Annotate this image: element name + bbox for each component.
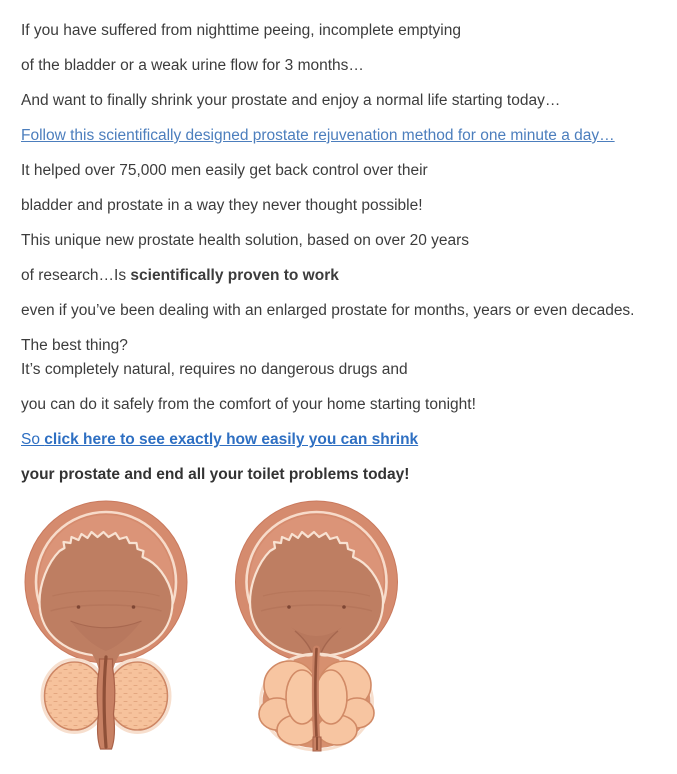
prostate-method-link[interactable]: Follow this scientifically designed prostate rejuvenation method for one minute a day…: [21, 127, 615, 144]
paragraph-10-line1: The best thing?: [21, 337, 128, 354]
click-here-link-bold: click here to see exactly how easily you can shrink: [44, 431, 419, 448]
paragraph-8-regular: of research…Is: [21, 267, 131, 284]
click-here-link-prefix: So: [21, 431, 45, 448]
paragraph-13: your prostate and end all your toilet problems today!: [21, 466, 410, 483]
paragraph-11: you can do it safely from the comfort of your home starting tonight!: [21, 396, 476, 413]
paragraph-link-2: [21, 428, 659, 452]
enlarged-prostate-illustration: [233, 499, 400, 755]
paragraph-2: of the bladder or a weak urine flow for 3 months…: [21, 57, 364, 74]
paragraph-6: bladder and prostate in a way they never thought possible!: [21, 197, 423, 214]
paragraph-9: even if you’ve been dealing with an enlarged prostate for months, years or even decades.: [21, 302, 635, 319]
paragraph-link-1: [21, 124, 659, 148]
normal-prostate-illustration: [21, 499, 191, 755]
paragraph-3: And want to finally shrink your prostate and enjoy a normal life starting today…: [21, 92, 561, 109]
click-here-link[interactable]: [21, 431, 418, 448]
paragraph-1: If you have suffered from nighttime peeing, incomplete emptying: [21, 22, 461, 39]
paragraph-7: This unique new prostate health solution, based on over 20 years: [21, 232, 470, 249]
paragraph-5: It helped over 75,000 men easily get back control over their: [21, 162, 428, 179]
paragraph-8-bold: scientifically proven to work: [130, 267, 339, 284]
paragraph-10: [21, 334, 659, 382]
prostate-comparison-figure: [21, 498, 659, 755]
paragraph-8: [21, 264, 659, 288]
paragraph-10-line2: It’s completely natural, requires no dangerous drugs and: [21, 361, 408, 378]
